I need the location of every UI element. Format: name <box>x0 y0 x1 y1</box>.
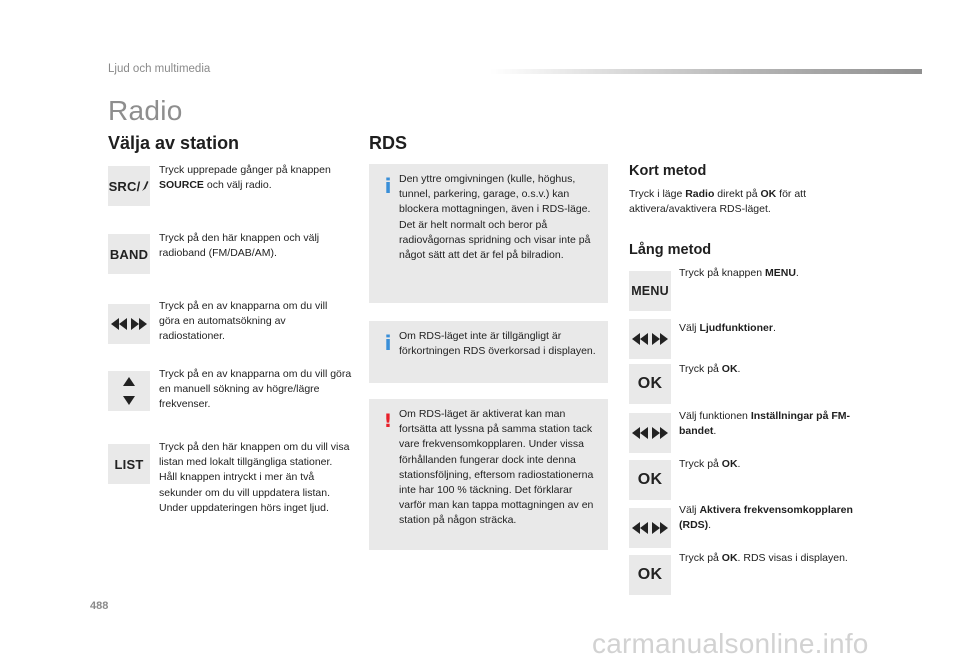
kort-metod-text: Tryck i läge Radio direkt på OK för att aktivera/avaktivera RDS-läget. <box>629 188 807 216</box>
seek-button-3 <box>629 413 671 453</box>
seek-arrows-icon <box>630 426 670 440</box>
ok-button-3 <box>629 555 671 595</box>
ok-button-label: OK <box>637 566 663 583</box>
menu-button <box>629 271 671 311</box>
lang-step-6: Välj Aktivera frekvensomkopplaren (RDS). <box>679 504 853 532</box>
rds-info-note-2 <box>369 321 608 383</box>
station-text-4: Tryck på en av knapparna om du vill göra en manuell sökning av högre/lägre frekvenser. <box>159 368 352 411</box>
menu-button-label: MENU <box>631 284 669 298</box>
ok-button-label: OK <box>637 471 663 488</box>
station-text-2: Tryck på den här knappen och välj radioband (FM/DAB/AM). <box>159 232 320 260</box>
band-button <box>108 234 150 274</box>
station-text-3: Tryck på en av knapparna om du vill göra en automatsökning av radiostationer. <box>159 300 328 343</box>
src-slash-icon <box>141 180 149 192</box>
seek-button <box>108 304 150 344</box>
rds-note-1-text: Den yttre omgivningen (kulle, höghus, tunnel, parkering, garage, o.s.v.) kan blockera mottagningen, även i RDS-läge. Det är helt normalt och beror på radiovågornas spridning och visar inte på något sätt att det är fel på bilradion. <box>399 173 591 262</box>
seek-arrows-icon <box>630 332 670 346</box>
rds-heading: RDS <box>369 133 408 153</box>
list-button-label: LIST <box>114 456 144 472</box>
watermark: carmanualsonline.info <box>592 628 869 659</box>
seek-button-4 <box>629 508 671 548</box>
rds-note-3-text: Om RDS-läget är aktiverat kan man fortsätta att lyssna på samma station tack vare frekvensomkopplaren. Under vissa förhållanden fungerar dock inte denna stationsföljning, eftersom radiostationerna inte har 100 % täckning. Det förklarar varför man kan tappa mottagningen av en station på någon sträcka. <box>399 408 594 527</box>
station-heading: Välja av station <box>108 133 240 153</box>
lang-step-7: Tryck på OK. RDS visas i displayen. <box>679 552 848 564</box>
station-text-1: Tryck upprepade gånger på knappen SOURCE och välj radio. <box>159 164 331 192</box>
rds-warning-note <box>369 399 608 550</box>
lang-step-5: Tryck på OK. <box>679 458 741 470</box>
seek-arrows-icon <box>109 317 149 331</box>
lang-metod-heading: Lång metod <box>629 242 712 258</box>
kort-metod-heading: Kort metod <box>629 163 707 179</box>
header-gradient-bar <box>490 69 922 74</box>
info-icon: i <box>384 331 392 355</box>
up-down-arrows-icon <box>122 375 136 407</box>
lang-step-2: Välj Ljudfunktioner. <box>679 322 776 334</box>
lang-step-1: Tryck på knappen MENU. <box>679 267 799 279</box>
rds-info-note-1 <box>369 164 608 303</box>
ok-button-2 <box>629 460 671 500</box>
section-label: Ljud och multimedia <box>108 63 211 75</box>
src-button-label: SRC/ <box>108 178 141 194</box>
seek-arrows-icon <box>630 521 670 535</box>
warning-icon: ! <box>383 410 393 432</box>
updown-button <box>108 371 150 411</box>
seek-button-2 <box>629 319 671 359</box>
info-icon: i <box>384 174 392 198</box>
band-button-label: BAND <box>109 246 149 262</box>
page-number: 488 <box>90 600 109 612</box>
station-text-5: Tryck på den här knappen om du vill visa listan med lokalt tillgängliga stationer. Håll knappen intryckt i mer än två sekunder om du vill uppdatera listan. Under uppdateringen hörs inget ljud. <box>159 441 350 514</box>
ok-button-label: OK <box>637 375 663 392</box>
list-button <box>108 444 150 484</box>
src-button <box>108 166 150 206</box>
lang-step-3: Tryck på OK. <box>679 363 741 375</box>
page-title: Radio <box>108 95 183 126</box>
rds-note-2-text: Om RDS-läget inte är tillgängligt är förkortningen RDS överkorsad i displayen. <box>399 330 596 358</box>
lang-step-4: Välj funktionen Inställningar på FM-bandet. <box>679 410 850 438</box>
ok-button-1 <box>629 364 671 404</box>
